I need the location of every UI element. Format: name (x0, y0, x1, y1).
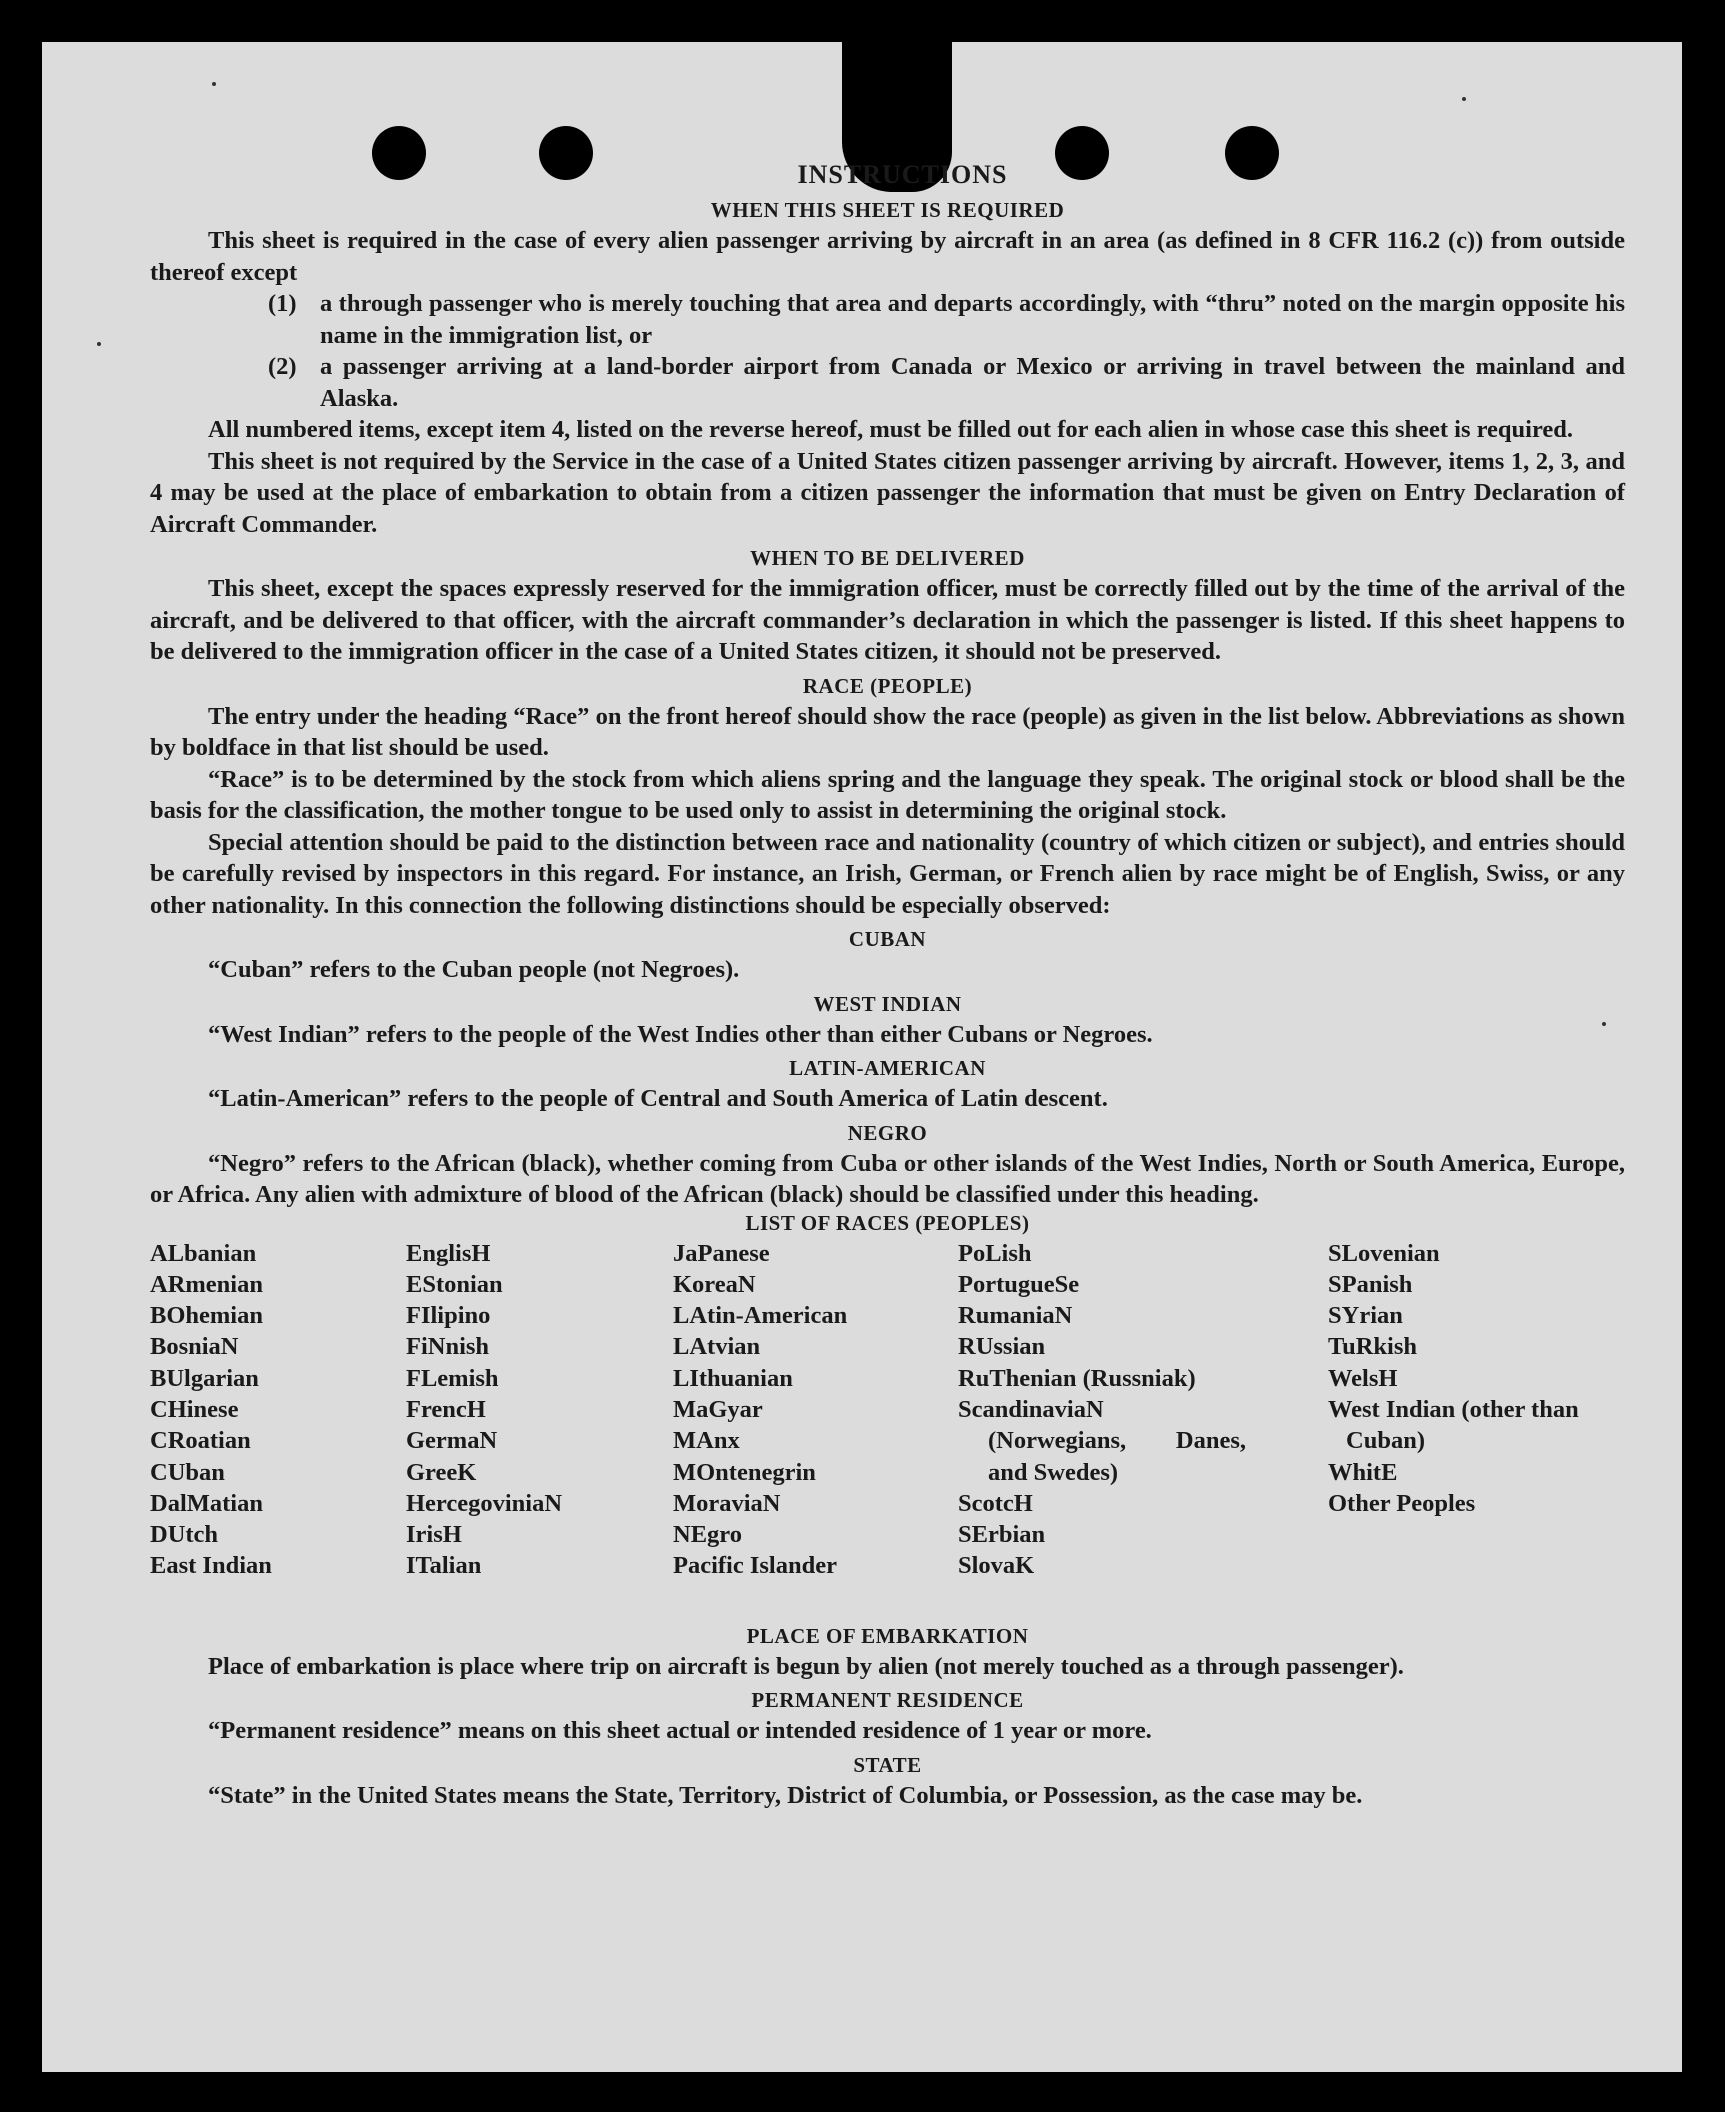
item-text: a through passenger who is merely touching that area and departs accordingly, with “thru” noted on the margin opposite his name in the immigration list, or (320, 290, 1625, 349)
race-entry: SYrian (1328, 1302, 1403, 1330)
heading-when-delivered: WHEN TO BE DELIVERED (750, 546, 1025, 570)
item-number: (2) (268, 353, 297, 380)
race-entry: EStonian (406, 1270, 503, 1298)
race-entry: CRoatian (150, 1427, 251, 1455)
heading-negro: NEGRO (847, 1120, 928, 1145)
paragraph: This sheet is required in the case of every alien passenger arriving by aircraft in an area (as defined in 8 CFR 116.2 (c)) from outside thereof except (150, 227, 1625, 286)
races-column-4 (958, 1238, 1246, 1582)
race-entry: SPanish (1328, 1270, 1413, 1298)
race-entry: GermaN (406, 1427, 498, 1455)
race-entry: GreeK (406, 1458, 477, 1486)
race-entry: CUban (150, 1458, 225, 1486)
heading-cuban: CUBAN (848, 927, 927, 951)
heading-race: RACE (PEOPLE) (802, 673, 973, 698)
races-column-1 (150, 1238, 272, 1582)
race-entry: East Indian (150, 1552, 272, 1580)
paragraph: “Latin-American” refers to the people of Central and South America of Latin descent. (208, 1085, 1108, 1112)
race-entry: DUtch (150, 1521, 219, 1549)
heading-list-of-races: LIST OF RACES (PEOPLES) (745, 1210, 1030, 1235)
race-entry: MaGyar (673, 1395, 763, 1423)
heading-when-required: WHEN THIS SHEET IS REQUIRED (710, 198, 1065, 222)
paragraph: “Race” is to be determined by the stock from which aliens spring and the language they speak. The original stock or blood shall be the basis for the classification, the mother tongue to be used only to assist in determining the original stock. (150, 765, 1625, 824)
heading-permanent-residence: PERMANENT RESIDENCE (751, 1688, 1024, 1712)
race-entry: SlovaK (958, 1552, 1035, 1580)
heading-place-of-embarkation: PLACE OF EMBARKATION (746, 1623, 1029, 1648)
race-entry: RumaniaN (958, 1302, 1073, 1330)
race-entry: ALbanian (150, 1239, 257, 1267)
race-entry: SErbian (958, 1521, 1046, 1549)
paragraph: “West Indian” refers to the people of the West Indies other than either Cubans or Negroes. (208, 1020, 1153, 1048)
paragraph: All numbered items, except item 4, listed on the reverse hereof, must be filled out for each alien in whose case this sheet is required. (208, 416, 1574, 443)
race-entry: BOhemian (150, 1302, 263, 1330)
race-entry: TuRkish (1328, 1333, 1418, 1361)
item-text: a passenger arriving at a land-border airport from Canada or Mexico or arriving in travel between the mainland and Alaska. (320, 353, 1625, 412)
race-entry: BosniaN (150, 1333, 239, 1361)
race-entry: DalMatian (150, 1489, 263, 1517)
race-entry: WhitE (1328, 1458, 1398, 1486)
instructions-content (150, 160, 1625, 1811)
race-entry: MAnx (673, 1427, 740, 1455)
race-entry: Other Peoples (1328, 1489, 1476, 1517)
paragraph: This sheet is not required by the Service in the case of a United States citizen passenger arriving by aircraft. However, items 1, 2, 3, and 4 may be used at the place of embarkation to obtain from a citizen passenger the information that must be given on Entry Declaration of Aircraft Commander. (150, 447, 1625, 538)
race-entry: KoreaN (673, 1270, 756, 1298)
speck (1462, 97, 1466, 101)
races-column-2 (406, 1238, 562, 1582)
race-entry: NEgro (673, 1521, 742, 1549)
list-item (150, 351, 1625, 414)
race-entry: FIlipino (406, 1302, 491, 1330)
paragraph: “Permanent residence” means on this sheet actual or intended residence of 1 year or more. (208, 1717, 1152, 1744)
race-entry: SLovenian (1328, 1239, 1440, 1267)
race-entry: PortugueSe (958, 1270, 1080, 1298)
race-entry: West Indian (other than Cuban) (1328, 1395, 1579, 1455)
paragraph: This sheet, except the spaces expressly reserved for the immigration officer, must be correctly filled out by the time of the arrival of the aircraft, and be delivered to that officer, with the aircraft commander’s declaration in which the passenger is listed. If this sheet happens to be delivered to the immigration officer in the case of a United States citizen, it should not be preserved. (150, 575, 1625, 665)
race-entry: PoLish (958, 1239, 1032, 1267)
race-entry: ScandinaviaN (Norwegians, Danes, and Swedes) (958, 1395, 1246, 1486)
paragraph: Place of embarkation is place where trip on aircraft is begun by alien (not merely touched as a through passenger). (208, 1652, 1404, 1680)
race-entry: JaPanese (673, 1239, 770, 1267)
race-entry: CHinese (150, 1395, 239, 1423)
race-entry: BUlgarian (150, 1364, 259, 1392)
races-column-3 (673, 1238, 847, 1582)
race-entry: MoraviaN (673, 1489, 781, 1517)
race-entry: FLemish (406, 1364, 499, 1392)
race-entry: Pacific Islander (673, 1552, 837, 1580)
list-item (150, 288, 1625, 351)
race-entry: LAtvian (673, 1333, 761, 1361)
heading-state: STATE (853, 1752, 922, 1777)
race-entry: LAtin-American (673, 1302, 848, 1330)
paragraph: The entry under the heading “Race” on the front hereof should show the race (people) as given in the list below. Abbreviations as shown by boldface in that list should be used. (150, 702, 1625, 761)
race-entry: FrencH (406, 1395, 486, 1423)
paragraph: “Cuban” refers to the Cuban people (not Negroes). (208, 956, 740, 983)
race-entry: RUssian (958, 1333, 1046, 1361)
race-entry: FiNnish (406, 1333, 490, 1361)
race-entry: ARmenian (150, 1270, 263, 1298)
race-entry: ScotcH (958, 1489, 1033, 1517)
speck (97, 342, 101, 346)
paragraph: “State” in the United States means the State, Territory, District of Columbia, or Possession, as the case may be. (208, 1781, 1363, 1809)
races-column-5 (1328, 1238, 1628, 1520)
heading-west-indian: WEST INDIAN (813, 991, 962, 1016)
race-entry: ITalian (406, 1552, 482, 1580)
race-entry: RuThenian (Russniak) (958, 1364, 1196, 1392)
item-number: (1) (268, 290, 297, 317)
race-entry: EnglisH (406, 1239, 491, 1267)
race-entry: WelsH (1328, 1364, 1398, 1392)
races-table (150, 1238, 1625, 1618)
document-page (42, 42, 1682, 2072)
page-title: INSTRUCTIONS (797, 160, 1008, 189)
race-entry: HercegoviniaN (406, 1489, 563, 1517)
paragraph: Special attention should be paid to the distinction between race and nationality (country of which citizen or subject), and entries should be carefully revised by inspectors in this regard. For instance, an Irish, German, or French alien by race might be of English, Swiss, or any other nationality. In this connection the following distinctions should be especially observed: (150, 828, 1625, 919)
speck (212, 82, 216, 86)
race-entry: MOntenegrin (673, 1458, 816, 1486)
race-entry: LIthuanian (673, 1364, 793, 1392)
paragraph: “Negro” refers to the African (black), whether coming from Cuba or other islands of the West Indies, North or South America, Europe, or Africa. Any alien with admixture of blood of the African (black) should be classified under this heading. (150, 1149, 1625, 1208)
race-entry: IrisH (406, 1521, 462, 1549)
heading-latin-american: LATIN-AMERICAN (789, 1056, 986, 1080)
